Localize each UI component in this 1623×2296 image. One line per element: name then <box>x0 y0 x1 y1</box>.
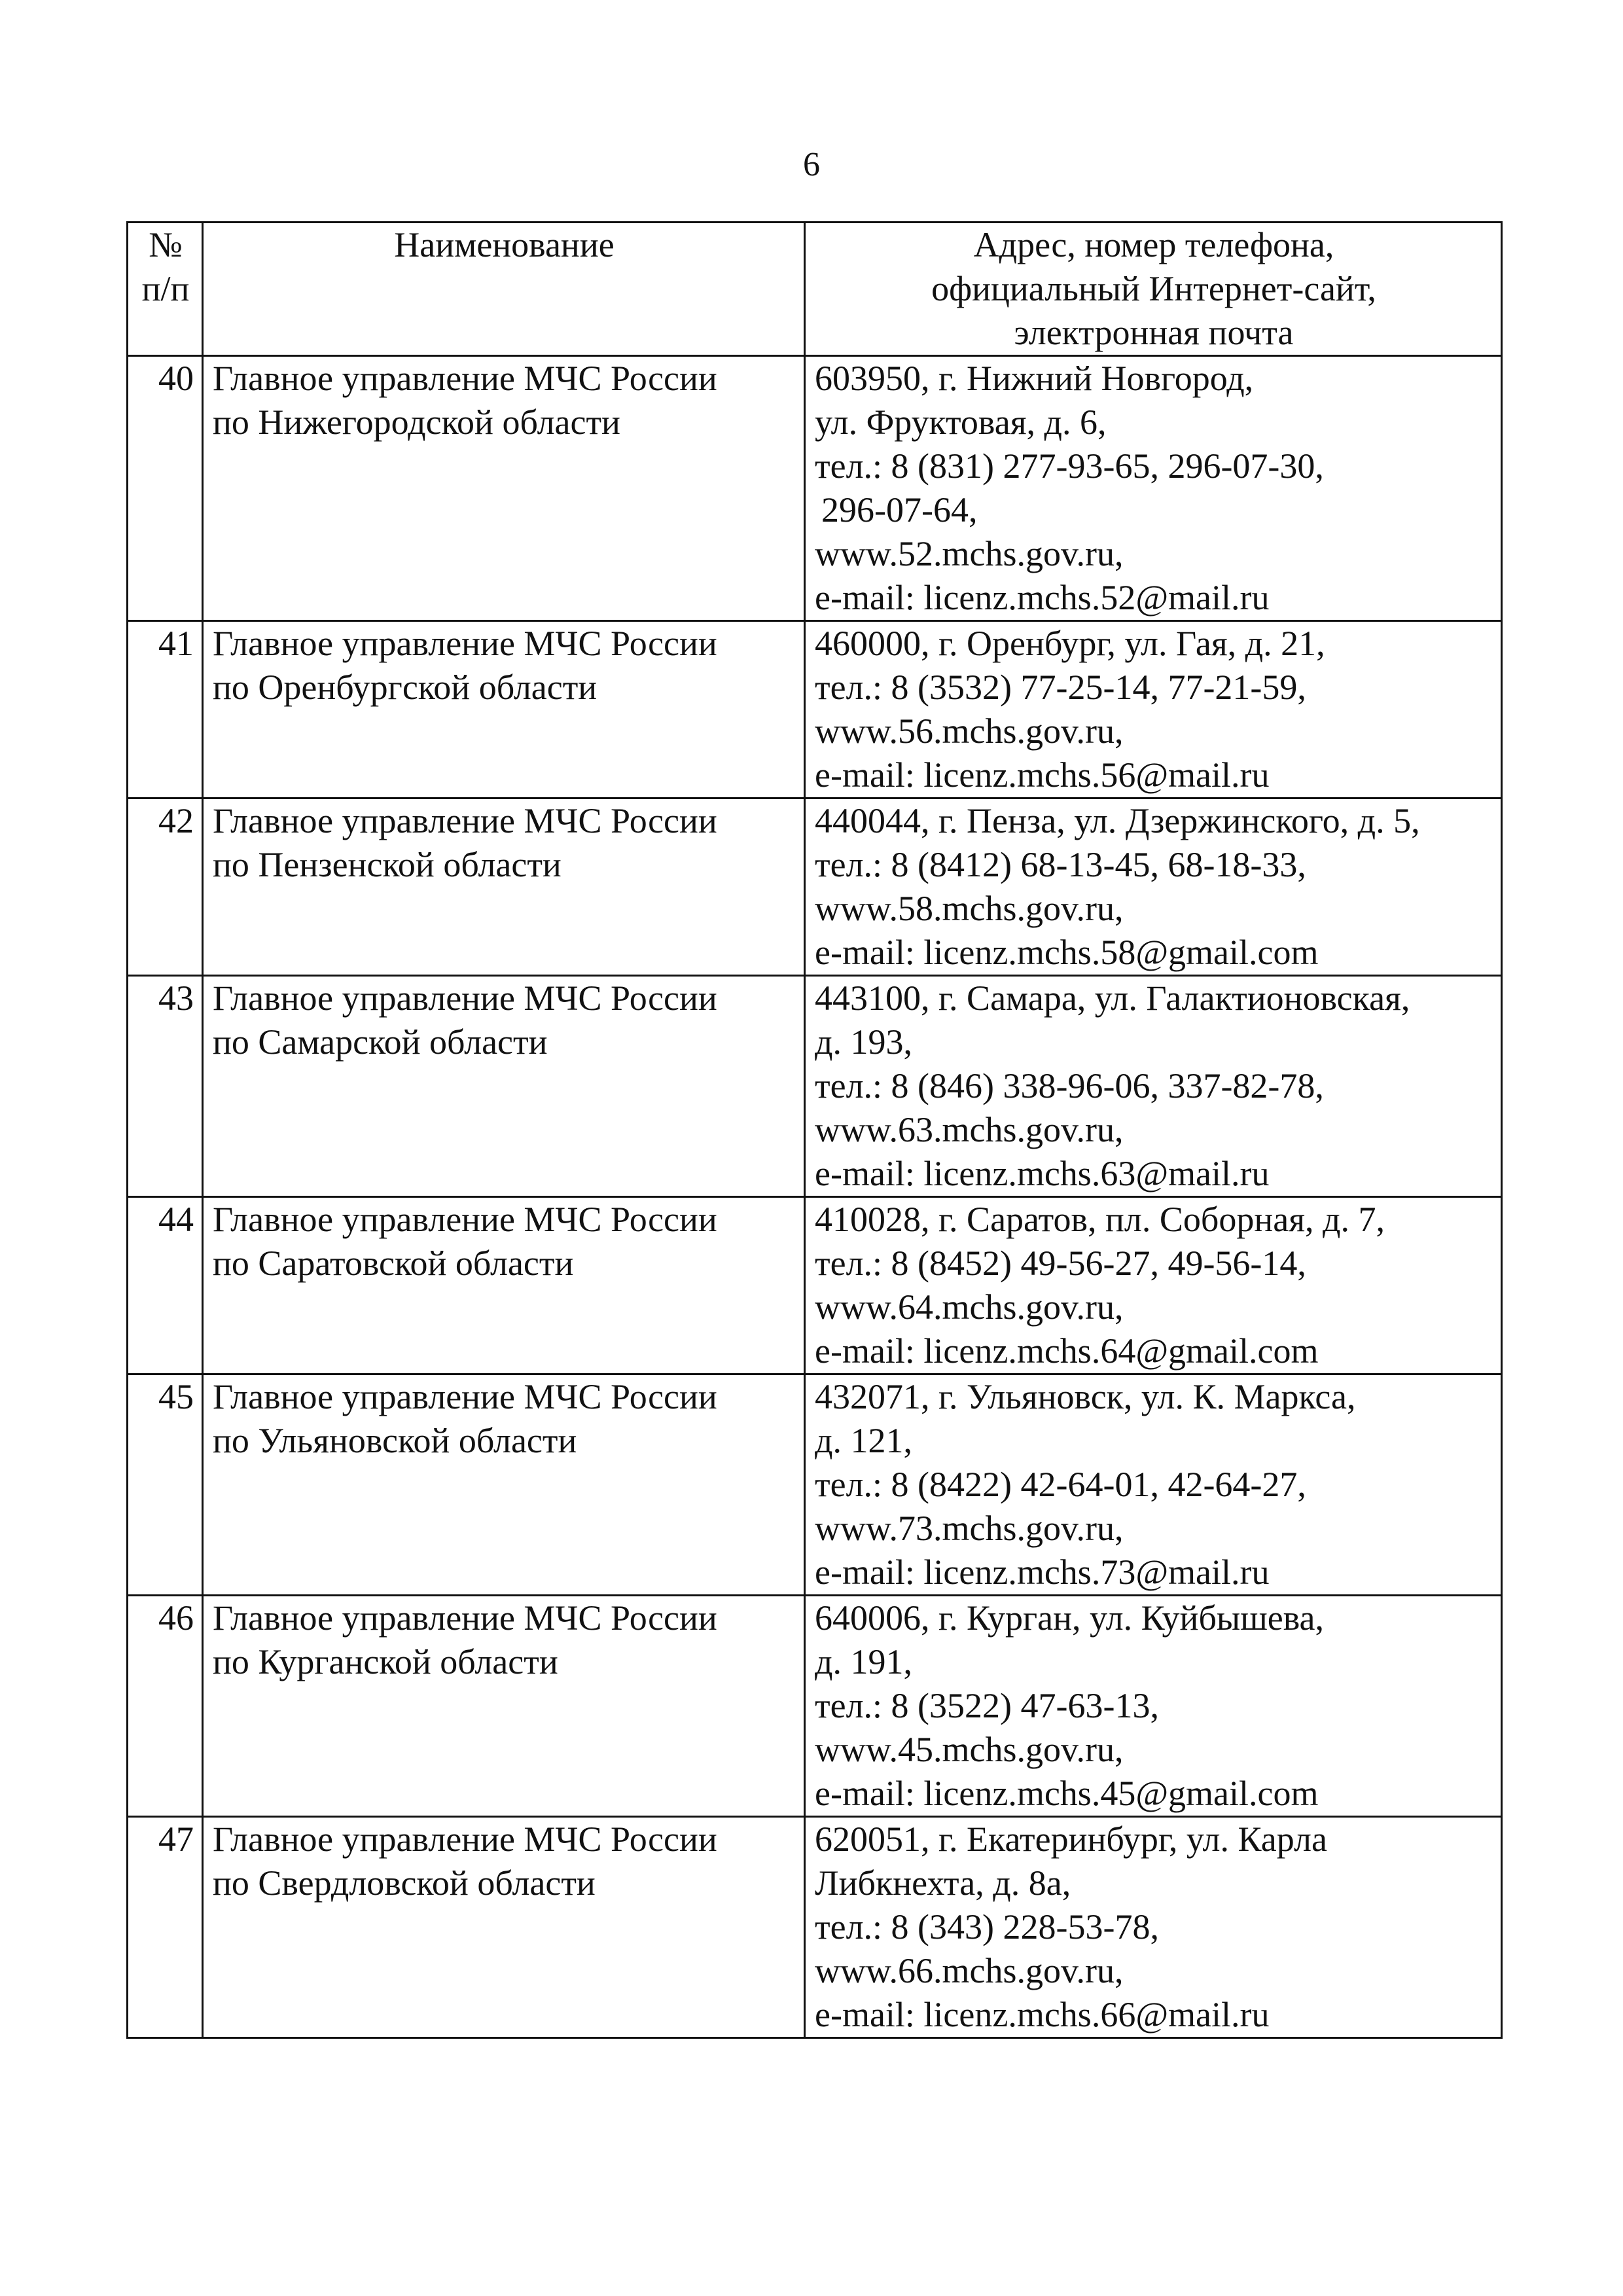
row-website: www.64.mchs.gov.ru, <box>815 1287 1124 1327</box>
row-number: 47 <box>128 1817 203 2038</box>
row-website: www.73.mchs.gov.ru, <box>815 1509 1124 1548</box>
contacts-table <box>126 221 1503 2039</box>
row-address-line: тел.: 8 (8452) 49-56-27, 49-56-14, <box>815 1244 1306 1283</box>
row-name-line: Главное управление МЧС России <box>213 1598 717 1638</box>
row-address-line: тел.: 8 (8412) 68-13-45, 68-18-33, <box>815 845 1306 884</box>
row-address-line: 603950, г. Нижний Новгород, <box>815 359 1254 398</box>
row-address-line: тел.: 8 (831) 277-93-65, 296-07-30, <box>815 446 1324 486</box>
row-name-line: по Саратовской области <box>213 1244 574 1283</box>
row-name-line: Главное управление МЧС России <box>213 359 717 398</box>
row-email: e-mail: licenz.mchs.66@mail.ru <box>815 1995 1270 2034</box>
table-row <box>128 1374 1502 1596</box>
row-address-line: 432071, г. Ульяновск, ул. К. Маркса, <box>815 1377 1356 1416</box>
row-number: 42 <box>128 798 203 976</box>
row-name <box>203 798 805 976</box>
row-email: e-mail: licenz.mchs.73@mail.ru <box>815 1552 1270 1592</box>
row-name-line: Главное управление МЧС России <box>213 1820 717 1859</box>
row-name-line: по Самарской области <box>213 1022 548 1062</box>
row-address-line: тел.: 8 (846) 338-96-06, 337-82-78, <box>815 1066 1324 1105</box>
row-website: www.58.mchs.gov.ru, <box>815 889 1124 928</box>
row-address-line: 443100, г. Самара, ул. Галактионовская, <box>815 978 1410 1018</box>
row-name <box>203 356 805 621</box>
row-address <box>805 1374 1502 1596</box>
row-website: www.56.mchs.gov.ru, <box>815 711 1124 751</box>
table-row <box>128 1817 1502 2038</box>
row-address-line: 620051, г. Екатеринбург, ул. Карла <box>815 1820 1327 1859</box>
row-website: www.63.mchs.gov.ru, <box>815 1110 1124 1149</box>
row-number: 44 <box>128 1197 203 1374</box>
row-name-line: Главное управление МЧС России <box>213 801 717 840</box>
row-website: www.52.mchs.gov.ru, <box>815 534 1124 573</box>
row-address <box>805 621 1502 798</box>
header-address-line: официальный Интернет-сайт, <box>931 269 1376 308</box>
row-name <box>203 1197 805 1374</box>
header-num <box>128 223 203 356</box>
row-name <box>203 1817 805 2038</box>
row-address-line: ул. Фруктовая, д. 6, <box>815 403 1107 442</box>
row-website: www.66.mchs.gov.ru, <box>815 1951 1124 1990</box>
page-number: 6 <box>803 146 820 183</box>
table-row <box>128 976 1502 1197</box>
row-email: e-mail: licenz.mchs.45@gmail.com <box>815 1774 1319 1813</box>
row-number: 40 <box>128 356 203 621</box>
row-email: e-mail: licenz.mchs.64@gmail.com <box>815 1331 1319 1371</box>
table-body <box>128 356 1502 2038</box>
header-name <box>203 223 805 356</box>
row-email: e-mail: licenz.mchs.63@mail.ru <box>815 1154 1270 1193</box>
row-name-line: по Ульяновской области <box>213 1421 577 1460</box>
header-name-line: Наименование <box>394 225 615 264</box>
row-name <box>203 621 805 798</box>
table-row <box>128 1596 1502 1817</box>
row-address-line: 440044, г. Пенза, ул. Дзержинского, д. 5, <box>815 801 1420 840</box>
row-address <box>805 976 1502 1197</box>
row-address-line: 640006, г. Курган, ул. Куйбышева, <box>815 1598 1325 1638</box>
table-row <box>128 621 1502 798</box>
row-address-line: тел.: 8 (3522) 47-63-13, <box>815 1686 1159 1725</box>
row-address-line: д. 193, <box>815 1022 912 1062</box>
row-number: 46 <box>128 1596 203 1817</box>
table-row <box>128 1197 1502 1374</box>
row-address <box>805 1817 1502 2038</box>
row-address-line: 296-07-64, <box>821 490 978 529</box>
table-row <box>128 798 1502 976</box>
row-number: 43 <box>128 976 203 1197</box>
row-name-line: по Нижегородской области <box>213 403 620 442</box>
row-name-line: Главное управление МЧС России <box>213 1377 717 1416</box>
row-name-line: по Курганской области <box>213 1642 558 1681</box>
header-address-line: электронная почта <box>1014 313 1294 352</box>
row-address <box>805 1197 1502 1374</box>
row-number: 45 <box>128 1374 203 1596</box>
row-name-line: Главное управление МЧС России <box>213 624 717 663</box>
table-header-row <box>128 223 1502 356</box>
row-address-line: Либкнехта, д. 8а, <box>815 1863 1071 1903</box>
row-address-line: д. 191, <box>815 1642 912 1681</box>
row-website: www.45.mchs.gov.ru, <box>815 1730 1124 1769</box>
row-name-line: Главное управление МЧС России <box>213 978 717 1018</box>
row-address <box>805 356 1502 621</box>
row-name-line: Главное управление МЧС России <box>213 1200 717 1239</box>
header-address-line: Адрес, номер телефона, <box>973 225 1334 264</box>
row-address <box>805 1596 1502 1817</box>
row-name-line: по Пензенской области <box>213 845 562 884</box>
row-name <box>203 1596 805 1817</box>
row-address-line: тел.: 8 (343) 228-53-78, <box>815 1907 1159 1946</box>
row-name-line: по Оренбургской области <box>213 668 597 707</box>
header-address <box>805 223 1502 356</box>
row-email: e-mail: licenz.mchs.58@gmail.com <box>815 933 1319 972</box>
header-num-line: п/п <box>141 269 190 308</box>
row-name <box>203 976 805 1197</box>
table-row <box>128 356 1502 621</box>
row-number: 41 <box>128 621 203 798</box>
row-address-line: д. 121, <box>815 1421 912 1460</box>
row-address-line: тел.: 8 (3532) 77-25-14, 77-21-59, <box>815 668 1306 707</box>
row-address-line: 460000, г. Оренбург, ул. Гая, д. 21, <box>815 624 1325 663</box>
row-address-line: тел.: 8 (8422) 42-64-01, 42-64-27, <box>815 1465 1306 1504</box>
row-name <box>203 1374 805 1596</box>
row-address-line: 410028, г. Саратов, пл. Соборная, д. 7, <box>815 1200 1385 1239</box>
row-address <box>805 798 1502 976</box>
row-email: e-mail: licenz.mchs.52@mail.ru <box>815 578 1270 617</box>
row-name-line: по Свердловской области <box>213 1863 596 1903</box>
header-num-line: № <box>149 225 183 264</box>
row-email: e-mail: licenz.mchs.56@mail.ru <box>815 755 1270 795</box>
